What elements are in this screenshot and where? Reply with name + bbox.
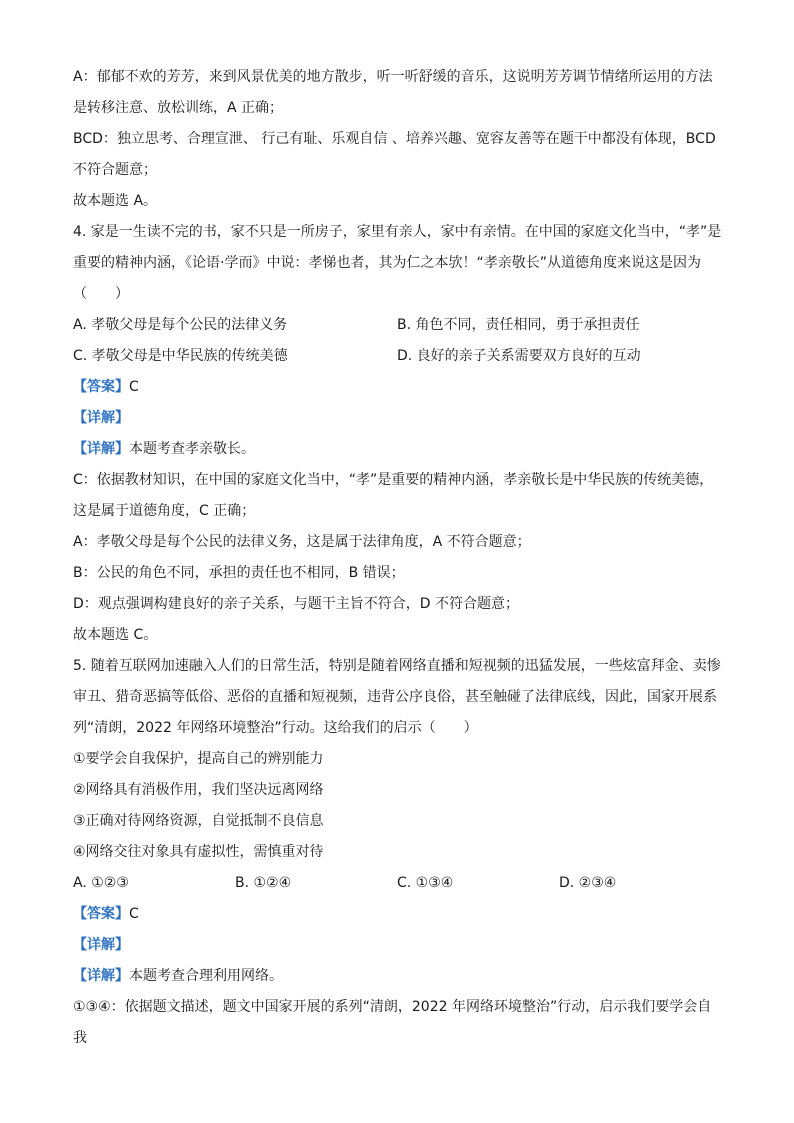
q3-explanation-a: A：郁郁不欢的芳芳，来到风景优美的地方散步，听一听舒缓的音乐，这说明芳芳调节情绪所运用的方法是转移注意、放松训练，A 正确； [73,69,713,116]
q4-answer-tag: 【答案】 [73,379,129,395]
q4-detail-heading [73,403,723,434]
q4-option-a: A. 孝敬父母是每个公民的法律义务 [73,317,288,333]
q5-options-row [73,868,723,899]
q5-statement-1: ①要学会自我保护，提高自己的辨别能力 [73,751,324,767]
q5-statement-4: ④网络交往对象具有虚拟性，需慎重对待 [73,844,324,860]
document-page [73,62,723,1054]
q5-detail-intro-text: 本题考查合理利用网络。 [129,968,283,984]
q4-explanation-d: D：观点强调构建良好的亲子关系，与题干主旨不符合，D 不符合题意； [73,596,520,612]
q4-stem: 4. 家是一生读不完的书，家不只是一所房子，家里有亲人，家中有亲情。在中国的家庭文化当中，“孝”是重要的精神内涵，《论语·学而》中说：孝悌也者，其为仁之本欤！“孝亲敬长”从道德角度来说这是因为（ ） [73,224,722,302]
q4-detail-tag: 【详解】 [73,410,129,426]
q4-answer [73,372,723,403]
q4-explanation-a: A：孝敬父母是每个公民的法律义务，这是属于法律角度，A 不符合题意； [73,534,531,550]
q5-option-d: D. ②③④ [559,875,617,891]
q4-option-b: B. 角色不同，责任相同，勇于承担责任 [397,317,640,333]
q4-explanation-b: B：公民的角色不同，承担的责任也不相同，B 错误； [73,565,405,581]
q5-detail-heading [73,930,723,961]
q4-option-c: C. 孝敬父母是中华民族的传统美德 [73,348,288,364]
q5-explanation-start: ①③④：依据题文描述，题文中国家开展的系列“清朗，2022 年网络环境整治”行动，启示我们要学会自我 [73,999,712,1046]
q5-statement-3: ③正确对待网络资源，自觉抵制不良信息 [73,813,324,829]
q4-detail-intro-text: 本题考查孝亲敬长。 [129,441,255,457]
q5-detail-intro [73,961,723,992]
q5-option-c: C. ①③④ [397,875,454,891]
q5-answer-value: C [129,906,139,922]
q4-detail-tag-2: 【详解】 [73,441,129,457]
q4-detail-intro [73,434,723,465]
q5-stem: 5. 随着互联网加速融入人们的日常生活，特别是随着网络直播和短视频的迅猛发展，一些炫富拜金、卖惨审丑、猎奇恶搞等低俗、恶俗的直播和短视频，违背公序良俗，甚至触碰了法律底线，因此，国家开展系列“清朗，2022 年网络环境整治”行动。这给我们的启示（ ） [73,658,721,736]
q3-explanation-bcd: BCD：独立思考、合理宣泄、 行己有耻、乐观自信 、培养兴趣、宽容友善等在题干中都没有体现，BCD 不符合题意； [73,131,716,178]
q5-detail-tag-2: 【详解】 [73,968,129,984]
q4-option-d: D. 良好的亲子关系需要双方良好的互动 [397,348,641,364]
q4-conclusion: 故本题选 C。 [73,627,158,643]
q4-explanation-c: C：依据教材知识，在中国的家庭文化当中，“孝”是重要的精神内涵，孝亲敬长是中华民族的传统美德，这是属于道德角度，C 正确； [73,472,714,519]
q5-answer [73,899,723,930]
q5-option-b: B. ①②④ [235,875,292,891]
q5-answer-tag: 【答案】 [73,906,129,922]
q4-options-row-1 [73,310,723,341]
q4-answer-value: C [129,379,139,395]
q5-detail-tag: 【详解】 [73,937,129,953]
q5-statement-2: ②网络具有消极作用，我们坚决远离网络 [73,782,324,798]
q3-conclusion: 故本题选 A。 [73,193,158,209]
q4-options-row-2 [73,341,723,372]
q5-option-a: A. ①②③ [73,875,129,891]
